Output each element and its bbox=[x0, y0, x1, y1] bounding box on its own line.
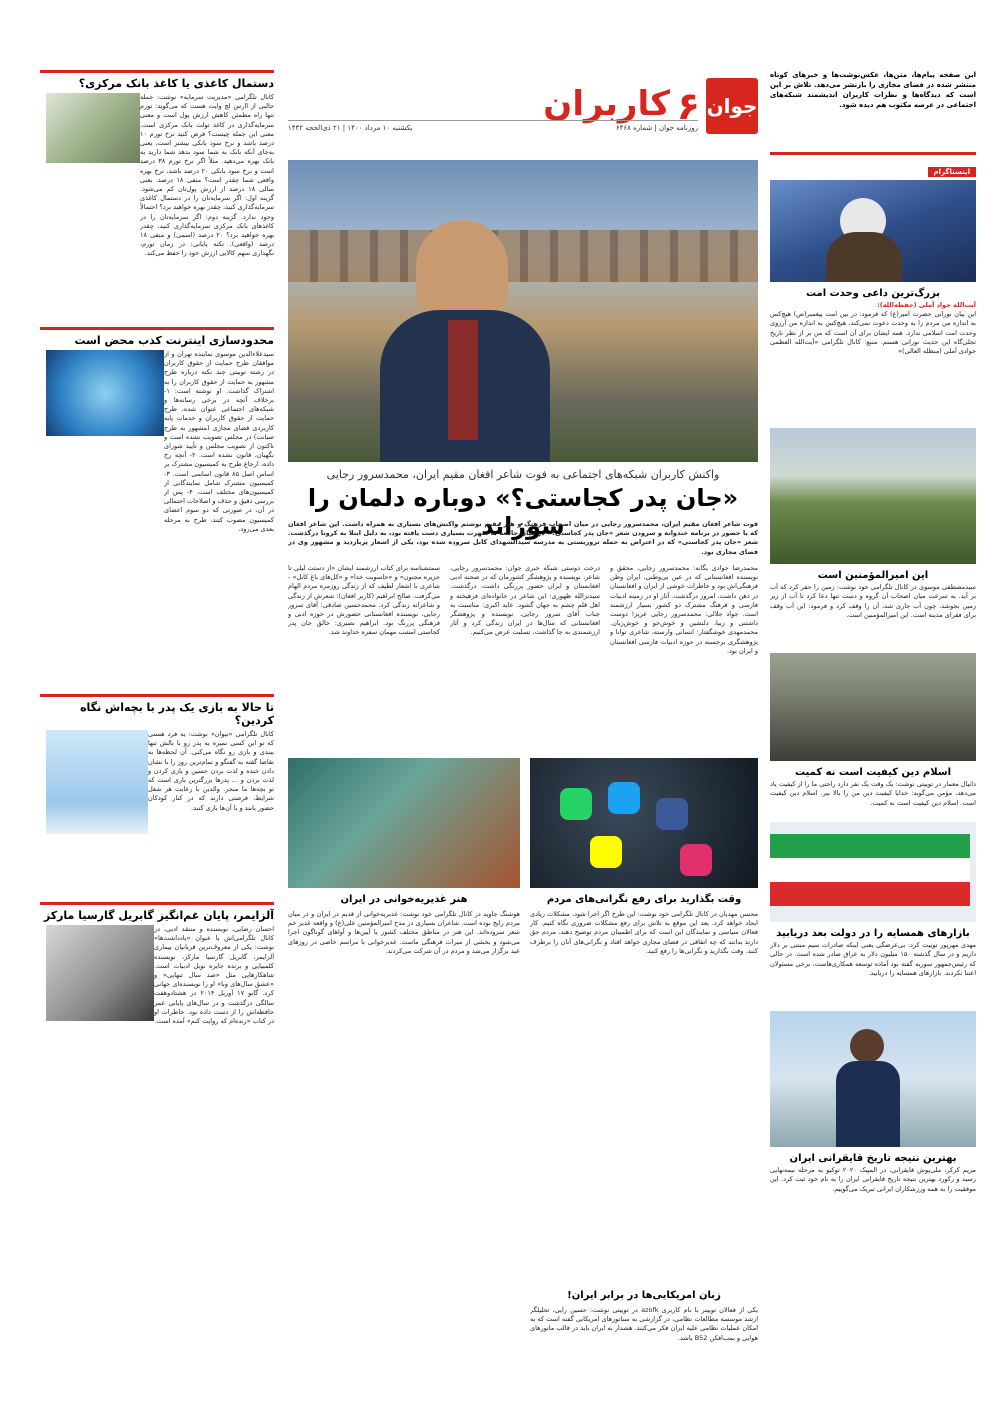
lead: فوت شاعر افغان مقیم ایران، محمدسرور رجایی در میان اصحاب فرهنگ و هنر مقیم نوشتم واکنش‌های بسیاری به همراه داشت. این شاعر افغان که با حضور در برنامه خندوانه و سرودن شعر «جان پدر کجاستی؟» در میان جامعه به شهرت بسیاری دست یافته بود، به دلیل ابتلا به کرونا درگذشت. شعر «جان پدر کجاستی» که در اعتراض به حمله تروریستی به مدرسه سیدالشهدای کابل سروده شده بود، یکی از اشعار پربازدید و مشهور وی در فضای مجازی بود. bbox=[288, 520, 758, 556]
s2-title: محدودسازی اینترنت کذب محض است bbox=[74, 334, 274, 347]
left-top-rule bbox=[40, 70, 274, 73]
gh-title: هنر غدیریه‌خوانی در ایران bbox=[340, 894, 468, 905]
s1-title: دستمال کاغذی یا کاغذ بانک مرکزی؟ bbox=[78, 77, 274, 90]
intro-rule bbox=[770, 152, 976, 155]
main-photo bbox=[288, 160, 758, 462]
marquez-photo bbox=[46, 925, 154, 1021]
s4-body: احسان رضایی، نویسنده و منتقد ادبی، در کانال تلگرامی‌اش با عنوان «یادداشت‌ها» نوشت: یکی از معروف‌ترین قربانیان بیماری آلزایمر، گابریل گارسیا مارکز، نویسنده کلمبیایی و برنده جایزه نوبل ادبیات است. شاهکارهایی مثل «صد سال تنهایی» و «عشق سال‌های وبا» او را نویسنده‌ای جهانی کرد. گابو ۱۷ آوریل ۲۰۱۴ در هشتادوهفت سالگی درگذشت و در سال‌های پایانی عمر حافظه‌اش را از دست داده بود. خاطرات او در کتاب «زنده‌ام که روایت کنم» آمده است. bbox=[154, 925, 274, 1026]
s2-rule bbox=[40, 327, 274, 330]
athlete-photo bbox=[770, 1011, 976, 1147]
issue-bar bbox=[288, 120, 698, 134]
palm-photo bbox=[770, 428, 976, 564]
us-body: یکی از فعالان توییتر با نام کاربری azofk در توییتی نوشت: حسین رایی، تحلیلگر ارشد موسسه مطالعات نظامی، در گزارشی به سناتورهای امریکایی گفته است که به امکان عملیات نظامی علیه ایران فکر می‌کنند. هشدار به ایران باید در قالب مانورهای هوایی و بمب‌افکن B52 باشد. bbox=[530, 1306, 758, 1342]
gh-body: هوشنگ جاوید در کانال تلگرامی خود نوشت: غدیریه‌خوانی از قدیم در ایران و در میان مردم رایج بوده است. شاعران بسیاری در مدح امیرالمؤمنین علی(ع) و واقعه غدیر خم شعر سروده‌اند. این هنر در مناطق مختلف کشور با آیین‌ها و آواهای گوناگون اجرا می‌شود و بخشی از میراث فرهنگی ماست. غدیرخوانی با مراسم خاصی در روزهای عید برگزار می‌شد و مردم در آن شرکت می‌کردند. bbox=[288, 910, 520, 955]
s3-body: کانال تلگرامی «نیوان» نوشت: یه فرد هستی که تو این کسی نمیره یه پدر رو با بالش تنها ببندی و بازی رو نگاه می‌کنی. آن لحظه‌ها به تقاضا گفته به گفتگو و تمام‌ترین روز را با نشان دادن خنده و لذت بردن حسین و بازی کردن و لذت بردن و ... پدرها بزرگترین بازی است که تو بچه‌ها ما منجر. والدین با رعایت هر شغل شرایط، فرصتی دارند که در کنار کودکان حضور یابند و با آن‌ها بازی کنند. bbox=[148, 730, 274, 812]
instagram-badge: اینستاگرام bbox=[770, 159, 976, 178]
story-col-c: سمتشناسه برای کتاب ارزشمند ایشان «از دستت لیلی تا جزیره مجنون» و «حاسوبت خدا» و «کل‌های باغ کابل» - شاعری با اشعار لطیف که از زندگی روزمره مردم الهام می‌گرفت. صالح ابراهیم (کاربر افغان): شعرش از زندگی و شاعرانه زندگی کرد. محمدحسین صادقی: آقای سرور رجایی، نویسنده افغانستانی حضورش در حوزه ادبی و فرهنگی پررنگ بود. ابراهیم نصیری: خالق جان پدر کجاستی امشب مهمان سفره خداوند شد. bbox=[288, 564, 440, 637]
a1-title: بزرگ‌ترین داعی وحدت امت bbox=[805, 288, 941, 299]
a1-subtitle: آیت‌الله جواد آملی (حفظه‌الله): bbox=[877, 301, 976, 309]
a3-title: اسلام دین کیفیت است نه کمیت bbox=[794, 767, 952, 779]
a3-body: دانیال معمار در توییتی نوشت: یک وقت یک نفر دارد راحتی ما را از کیفیت یاد می‌دهد، مؤمن می‌گوید: خدایا کیفیت دین من را بالا ببر. اسلام دین کیفیت است. اسلام دین کیفیت است نه کمیت. bbox=[770, 780, 976, 807]
us-title: زبان امریکایی‌ها در برابر ایران! bbox=[567, 1290, 721, 1301]
father-photo bbox=[46, 730, 148, 834]
crowd-photo bbox=[770, 653, 976, 761]
date-line: یکشنبه ۱۰ مرداد ۱۴۰۰ | ۲۱ ذی‌الحجه ۱۴۴۲ bbox=[288, 123, 413, 132]
cleric-photo bbox=[770, 180, 976, 282]
a4-title: بازارهای همسایه را در دولت بعد دریابید bbox=[776, 928, 970, 940]
a5-body: مریم کرکر، ملی‌پوش قایقرانی، در المپیک ۲۰۲۰ توکیو به مرحله نیمه‌نهایی رسید و رکورد بهترین نتیجه تاریخ قایقرانی ایران را به نام خود ثبت کرد. این موفقیت را به همه ورزشکاران ایرانی تبریک می‌گوییم. bbox=[770, 1166, 976, 1193]
apps-photo bbox=[530, 758, 758, 888]
wg-body: محسن مهدیان در کانال تلگرامی خود نوشت: این طرح اگر اجرا شود، مشکلات زیادی ایجاد خواهد کرد. بعد این موقع به تلاش برای رفع مشکلات ضروری نگاه کنیم. کار فعالان سیاسی و نمایندگان این است که برای اطمینان مردم توضیح دهند. مردم حق دارند بدانند که چه اتفاقی در فضای مجازی خواهد افتاد و نگرانی‌های آنان را برطرف کنند. وقت بگذارید و نگرانی‌ها را رفع کنید. bbox=[530, 910, 758, 955]
section-title: کاربران bbox=[543, 84, 670, 124]
masthead-logo: جوان bbox=[706, 78, 758, 134]
left-column bbox=[40, 70, 274, 1397]
headline: «جان پدر کجاستی؟» دوباره دلمان را سوزاند bbox=[307, 484, 739, 540]
intro-text: این صفحه پیام‌ها، متن‌ها، عکس‌نوشت‌ها و خبرهای کوتاه منتشر شده در فضای مجازی را بازنشر می‌دهد. تلاش بر این است که دیدگاه‌ها و نظرات کاربران اندیشمند شبکه‌های اجتماعی در عرصه مکتوب هم دیده شود. bbox=[770, 71, 976, 109]
page-number: ۶ bbox=[676, 84, 700, 128]
story-col-b: درخت دوستی شبکه خبری جوان: محمدسرور رجایی، شاعر، نویسنده و پژوهشگر کشورمان که در صحنه ادبی افغانستان و ایران حضور پررنگی داشت، درگذشت. سیدنرالله ظهوری: این شاعر در خانواده‌ای فرهیخته و اهل قلم چشم به جهان گشود. عابد اکبری: مناسبت به جناب آقای سرور رجایی، نویسنده و پژوهشگر افغانستانی که سال‌ها در ایران زندگی کرد و آثار ارزشمندی به جا گذاشت، تسلیت عرض می‌کنیم. bbox=[450, 564, 600, 637]
right-column bbox=[770, 70, 976, 1397]
calligraphy-photo bbox=[288, 758, 520, 888]
a2-body: سیدمصطفی موسوی در کانال تلگرامی خود نوشت: زمین را حفر کرد که آب بر آید. به سرعت میان اصحاب آن گروه و دست تنها دعا کرد تا آب از زیر زمین بجوشد. چون آب جاری شد، آن را وقف کرد و فرمود: این آب وقف برای فقرای مدینه است. این امیرالمؤمنین است. bbox=[770, 583, 976, 619]
s1-body: کانال تلگرامی «مدیریت سرمایه» نوشت: جمله جالبی از اارس لچ وایت هست که می‌گوید: تورم تنها راه مطمئن کاهش ارزش پول است و معنی سرمایه‌گذاری در کاغذ تولت بانک مرکزی است. معنی این جمله چیست؟ فرض کنید نرخ تورم ۱۰ درصد باشد و نرخ سود بانکی بیشتر است، یعنی به‌جای آنکه بانک به شما سود بدهد شما دارید به بانک بهره می‌دهید. مثلاً اگر نرخ تورم ۳۸ درصد است و نرخ سود بانکی ۲۰ درصد باشد، نرخ بهره واقعی شما چقدر است؟ منفی ۱۸ درصد. یعنی سالی ۱۸ درصد از ارزش پول‌تان کم می‌شود. گزینه اول: اگر سرمایه‌تان را در دستمال کاغذی سرمایه‌گذاری کنید، چقدر بهره خواهید برد؟ احتمالاً وجود ندارد. گزینه دوم: اگر سرمایه‌تان را در کاغذهای بانک مرکزی سرمایه‌گذاری کنید، چقدر بهره خواهید برد؟ ۲۰ درصد (اسمی) و منفی ۱۸ درصد (واقعی). نکته پایانی: در زمان تورم، نگهداری سهم کالایی ارزش خود را حفظ می‌کند. bbox=[140, 93, 274, 258]
s4-rule bbox=[40, 902, 274, 905]
a1-body: این بیان نورانی حضرت امیر(ع) که فرمود: در بین امت پیغمبر(ص) هیچ‌کس به اندازه من مردم را به وحدت دعوت نمی‌کند، هیچ‌کس به اندازه من آرزوی وحدت امت اسلامی ندارد. همه ایشان برای آن است که من بر از نظر تاریخ تجلی‌گاه این حدیث نورانی هستم. منبع: کانال تلگرامی «آیت‌الله العظمی جوادی آملی (منظله العالی)» bbox=[770, 310, 976, 356]
s4-title: آلزایمر، پایان غم‌انگیز گابریل گارسیا مارکز bbox=[43, 909, 274, 922]
kicker: واکنش کاربران شبکه‌های اجتماعی به فوت شاعر افغان مقیم ایران، محمدسرور رجایی bbox=[326, 468, 720, 481]
money-photo bbox=[46, 93, 140, 163]
s3-title: تا حالا به بازی یک پدر با بچه‌اش نگاه کردین؟ bbox=[80, 701, 274, 727]
a4-body: مهدی مهرپور توییت کرد: بی‌عرضگی یعنی اینکه صادرات سیم مبتنی بر دلار داریم و در سال گذشته ۱۵۰ میلیون دلار به عراق صادر شده است. در حالی که رئیس‌جمهور سوریه گفته بود آماده توسعه همکاری‌هاست، برخی مسئولان اعتنا نکردند. بازارهای همسایه را دریابید. bbox=[770, 941, 976, 977]
wg-title: وقت بگذارید برای رفع نگرانی‌های مردم bbox=[546, 894, 742, 905]
a2-title: این امیرالمؤمنین است bbox=[817, 570, 929, 582]
internet-photo bbox=[46, 350, 164, 436]
issue-line: روزنامه جوان | شماره ۶۴۶۸ bbox=[615, 123, 698, 132]
story-col-a: محمدرضا جوادی یگانه: محمدسرور رجایی، محقق و نویسنده افغانستانی که در عین بی‌وطنی، ایران وطن فرهنگی‌اش بود و خاطرات خوشی از ایران و افغانستان در ذهن داشت، امروز درگذشت. آثار او در زمینه ادبیات فارسی و فرهنگ مشترک دو کشور بسیار ارزشمند است. جواد جلالی: محمدسرور رجایی عزیز! دوست داشتنی و زیبا، دلنشین و خوش‌خو و خوش‌زبان. محمدمهدی خوشگفتار: انسانی وارسته، شاعری توانا و پژوهشگری برجسته در حوزه ادبیات فارسی افغانستان و ایران بود. bbox=[610, 564, 758, 655]
s2-body: سیدعلاءالدین موسوی نماینده تهران و از موافقان طرح حمایت از حقوق کاربران در رشته توییتی چند نکته درباره طرح مشهور به حمایت از حقوق کاربران را به اشتراک گذاشت. او نوشته است: ۱- برخلاف آنچه در برخی رسانه‌ها و شبکه‌های اجتماعی عنوان شده، طرح حمایت از حقوق کاربران و خدمات پایه کاربردی فضای مجازی (مشهور به طرح صیانت) در مجلس تصویب نشده است و تاکنون از تصویب مجلس و تأیید شورای نگهبان، قانون نشده است. ۲- آنچه رخ داده، ارجاع طرح به کمیسیون مشترک بر اساس اصل ۸۵ قانون اساسی است. ۳- کمیسیون مشترک شامل نمایندگانی از کمیسیون‌های مختلف است. ۴- پس از بررسی دقیق و حذف و اصلاحات احتمالی در آن، در صورتی که دو سوم اعضای کمیسیون مصوب کنند، طرح به مرحله بعدی می‌رود. bbox=[164, 350, 274, 533]
s3-rule bbox=[40, 694, 274, 697]
a5-title: بهترین نتیجه تاریخ قایقرانی ایران bbox=[789, 1153, 957, 1165]
flags-photo bbox=[770, 822, 976, 922]
masthead bbox=[288, 78, 758, 136]
